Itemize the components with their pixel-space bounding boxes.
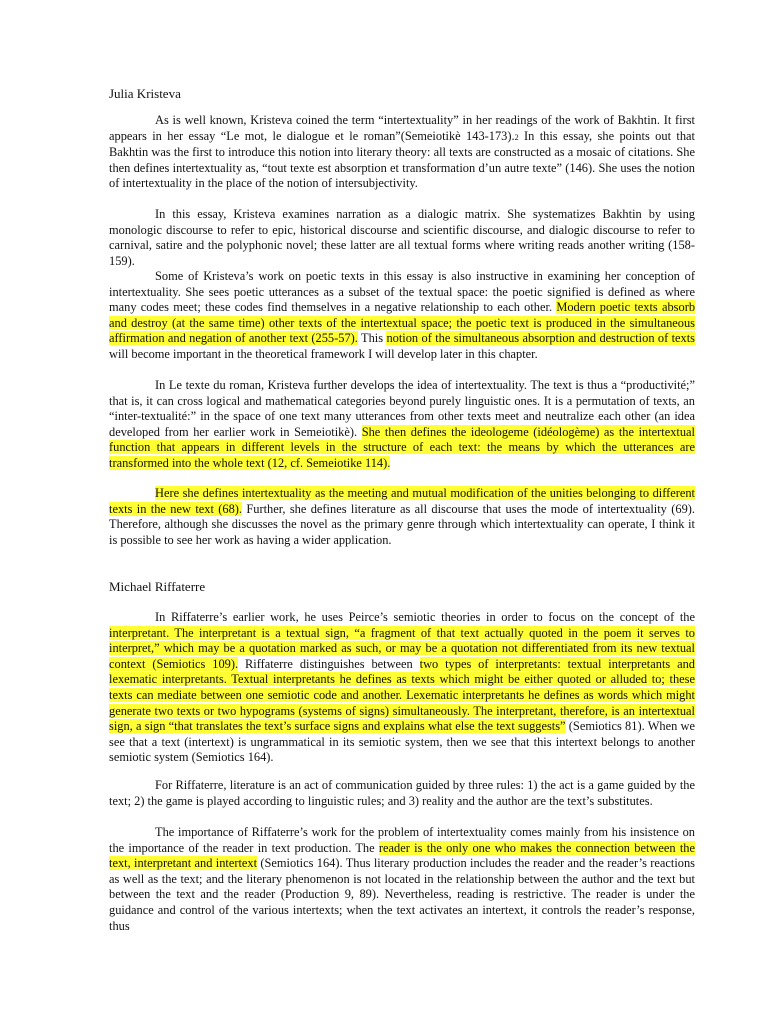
text-run: In Riffaterre’s earlier work, he uses Peirce’s semiotic theories in order to focus on the concept of the [155, 610, 695, 624]
highlighted-text: Here she defines intertextuality as the meeting and mutual modification of the unities belonging to different texts in the new text (68). [109, 486, 695, 516]
text-run: Riffaterre distinguishes between [238, 656, 420, 671]
highlighted-text: notion of the simultaneous absorption and destruction of texts [386, 331, 696, 346]
text-run: will become important in the theoretical framework I will develop later in this chapter. [109, 346, 538, 361]
highlighted-text: She then defines the ideologeme (idéologème) as the intertextual function that appears in different levels in the structure of each text: the means by which the utterances are transformed into the whole text (12, cf. Semeiotike 114). [109, 424, 696, 470]
text-run: This [357, 331, 387, 346]
paragraph [109, 610, 695, 766]
paragraph [109, 778, 695, 809]
highlighted-text: two types of interpretants: textual interpretants and lexematic interpretants. Textual interpretants he defines as texts which might be either quoted or alluded to; these texts can mediate between one semiotic code and another. Lexematic interpretants he defines as words which might generate two texts or two hypograms (systems of signs) simultaneously. The interpretant, therefore, is an intertextual sign, a sign “that translates the text’s surface signs and explains what else the text suggests” [109, 656, 696, 734]
paragraph [109, 378, 695, 472]
paragraph [109, 486, 695, 548]
text-run: For Riffaterre, literature is an act of communication guided by three rules: 1) the act is a game guided by the text; 2) the game is played according to linguistic rules; and 3) reality and the author are the text’s substitutes. [109, 778, 695, 808]
text-run: In this essay, Kristeva examines narration as a dialogic matrix. She systematizes Bakhtin by using monologic discourse to refer to epic, historical discourse and scientific discourse, and dialogic discourse to refer to carnival, satire and the polyphonic novel; these latter are all textual forms where writing reads another writing (158-159). [109, 207, 695, 268]
section-heading-kristeva: Julia Kristeva [109, 86, 181, 101]
footnote-marker: 2 [514, 132, 519, 142]
text-run: As is well known, Kristeva coined the term “intertextuality” in her readings of the work of Bakhtin. It first appears in her essay “Le mot, le dialogue et le roman”(Semeiotikè 143-173). [109, 113, 695, 143]
highlighted-text: Modern poetic texts absorb and destroy (at the same time) other texts of the intertextual space; the poetic text is produced in the simultaneous affirmation and negation of another text (255-57). [109, 300, 696, 346]
paragraph [109, 207, 695, 269]
text-run: In this essay, she points out that Bakhtin was the first to introduce this notion into literary theory: all texts are constructed as a mosaic of citations. She then defines intertextuality as, “tout texte est absorption et transformation d’un autre texte” (146). She uses the notion of intertextuality in the place of the notion of intersubjectivity. [109, 128, 695, 191]
section-heading-riffaterre: Michael Riffaterre [109, 579, 206, 594]
text-run: Further, she defines literature as all discourse that uses the mode of intertextuality (69). Therefore, although she discusses the novel as the primary genre through which intertextuality can operate, I think it is possible to see her work as having a wider application. [109, 501, 695, 547]
highlighted-text: reader is the only one who makes the connection between the text, interpretant and intertext [109, 840, 695, 871]
paragraph [109, 269, 695, 363]
text-run: (Semiotics 164). Thus literary production includes the reader and the reader’s reactions as well as the text; and the literary phenomenon is not located in the relationship between the author and the text but between the text and the reader (Production 9, 89). Nevertheless, reading is restrictive. The reader is under the guidance and control of the various intertexts; when the text activates an intertext, it controls the reader’s response, thus [109, 856, 695, 933]
paragraph [109, 825, 695, 934]
highlighted-text: interpretant. The interpretant is a textual sign, “a fragment of that text actually quoted in the poem it serves to interpret,” which may be a quotation marked as such, or may be a quotation not differentiated from its new textual context (Semiotics 109). [109, 625, 695, 671]
text-run: In Le texte du roman, Kristeva further develops the idea of intertextuality. The text is thus a “productivité;” that is, it can cross logical and mathematical categories beyond purely linguistic ones. It is a permutation of texts, an “inter-textualité:” in the space of one text many utterances from other texts meet and neutralize each other (an idea developed from her earlier work in Semeiotikè). [109, 378, 695, 439]
text-run: (Semiotics 81). When we see that a text (intertext) is ungrammatical in its semiotic system, then we see that this intertext belongs to another semiotic system (Semiotics 164). [109, 719, 695, 765]
paragraph [109, 113, 695, 192]
text-run: Some of Kristeva’s work on poetic texts in this essay is also instructive in examining her conception of intertextuality. She sees poetic utterances as a subset of the textual space: the poetic signified is defined as where many codes meet; these codes find themselves in a negative relationship to each other. [109, 269, 695, 315]
text-run: The importance of Riffaterre’s work for the problem of intertextuality comes mainly from his insistence on the importance of the reader in text production. The [109, 825, 695, 855]
